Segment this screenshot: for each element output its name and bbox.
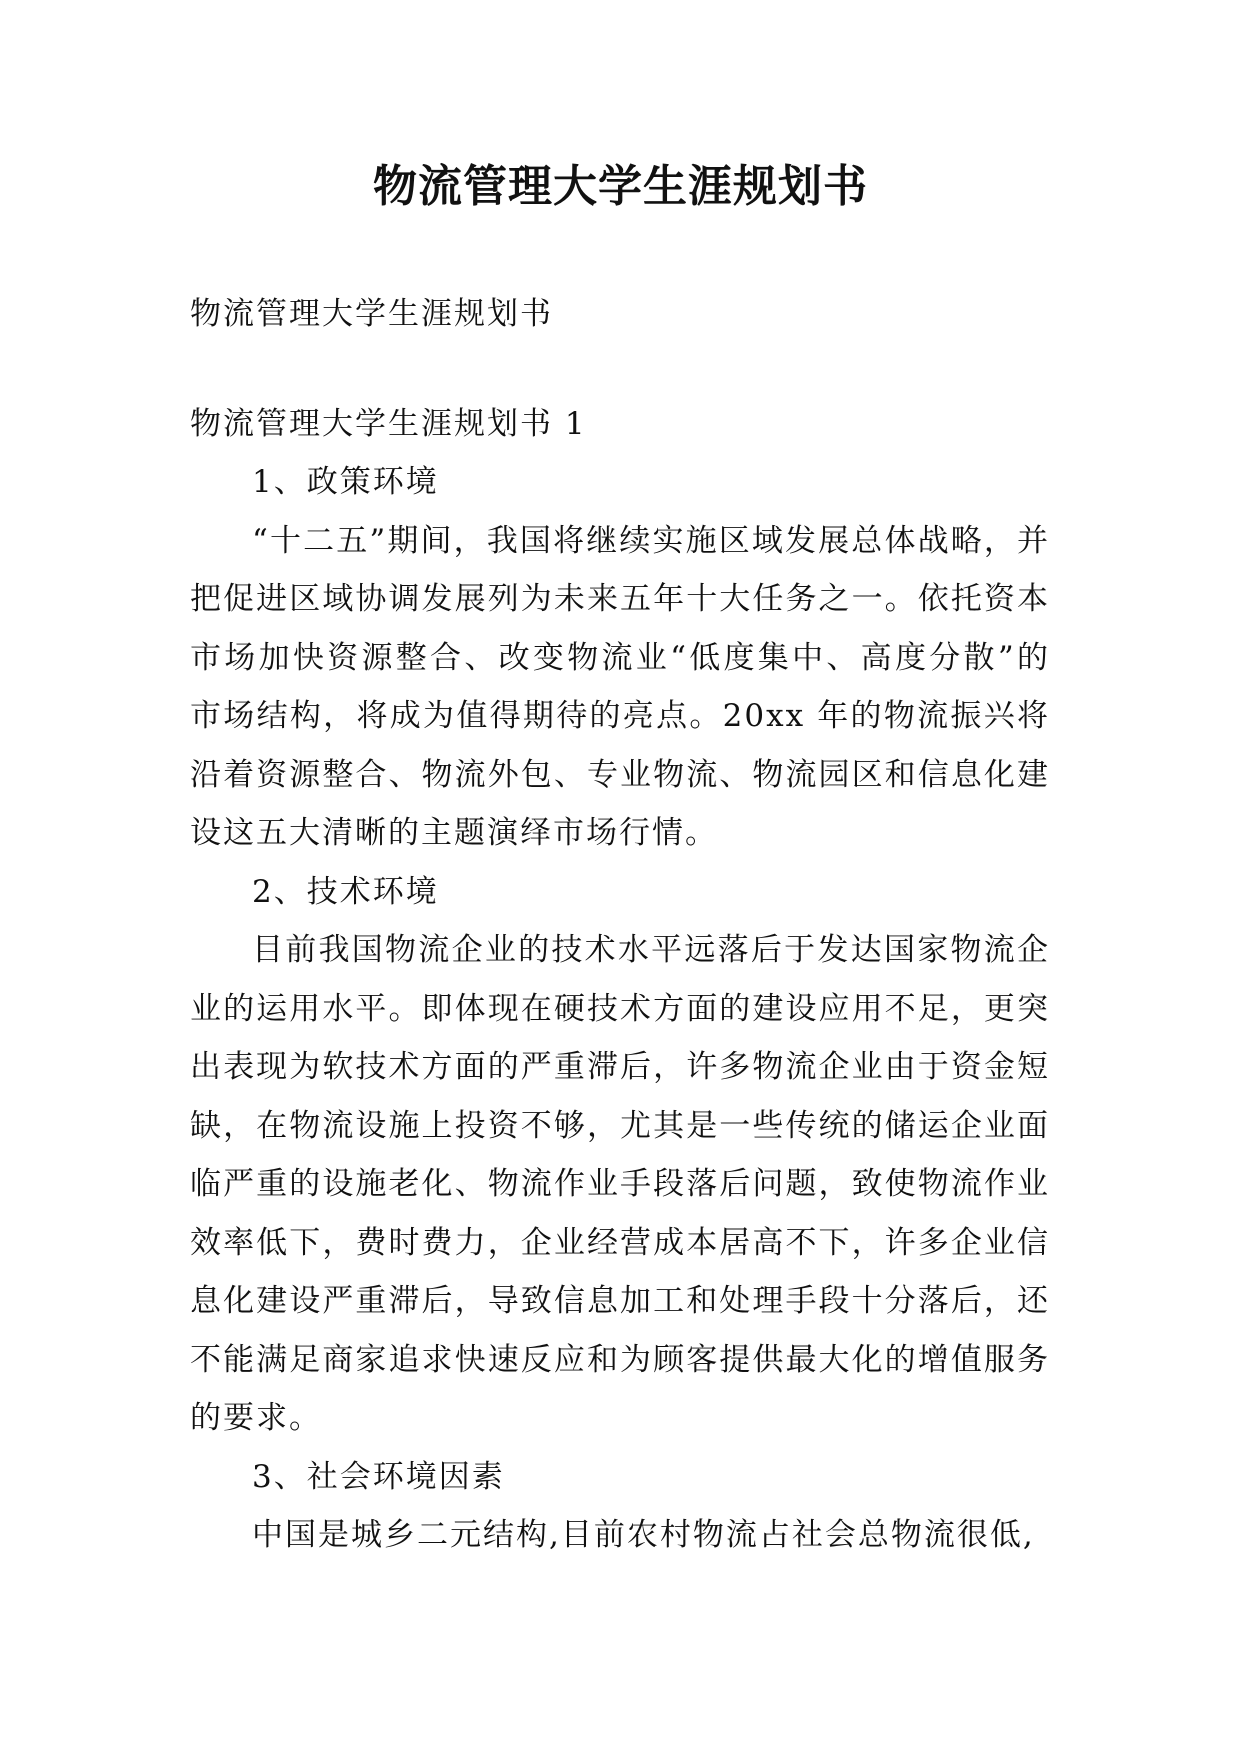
paragraph-policy: “十二五”期间，我国将继续实施区域发展总体战略，并把促进区域协调发展列为未来五年十大任务之一。依托资本市场加快资源整合、改变物流业“低度集中、高度分散”的市场结构，将成为值得期待的亮点。20xx 年的物流振兴将沿着资源整合、物流外包、专业物流、物流园区和信息化建设这五大清晰的主题演绎市场行情。	[190, 522, 1050, 851]
paragraph-technology: 目前我国物流企业的技术水平远落后于发达国家物流企业的运用水平。即体现在硬技术方面的建设应用不足，更突出表现为软技术方面的严重滞后，许多物流企业由于资金短缺，在物流设施上投资不够，尤其是一些传统的储运企业面临严重的设施老化、物流作业手段落后问题，致使物流作业效率低下，费时费力，企业经营成本居高不下，许多企业信息化建设严重滞后，导致信息加工和处理手段十分落后，还不能满足商家追求快速反应和为顾客提供最大化的增值服务的要求。	[190, 932, 1050, 1436]
item-heading-policy: 1、政策环境	[252, 464, 439, 500]
item-heading-society: 3、社会环境因素	[252, 1458, 505, 1495]
section-heading: 物流管理大学生涯规划书 1	[190, 405, 587, 442]
document-title: 物流管理大学生涯规划书	[373, 161, 868, 212]
document-subtitle: 物流管理大学生涯规划书	[190, 296, 553, 332]
item-heading-technology: 2、技术环境	[252, 873, 439, 910]
document-body	[190, 285, 1050, 1565]
paragraph-society: 中国是城乡二元结构,目前农村物流占社会总物流很低,	[252, 1517, 1035, 1553]
